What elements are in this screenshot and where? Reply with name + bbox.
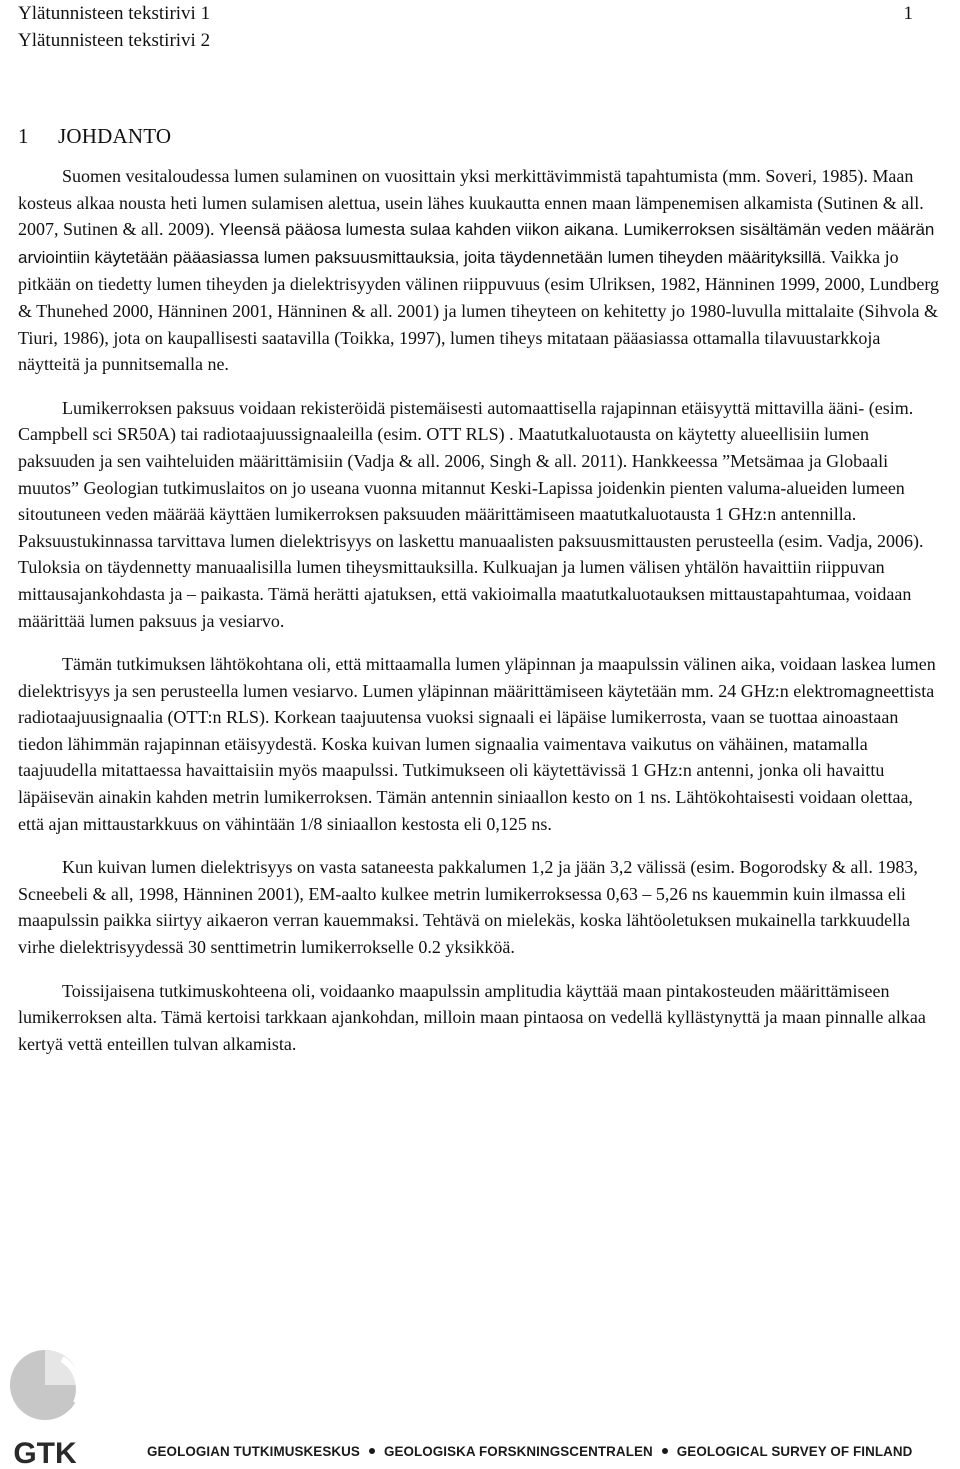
bullet-icon xyxy=(662,1448,668,1454)
document-body xyxy=(18,163,943,1057)
bullet-icon xyxy=(369,1448,375,1454)
footer-org-sv: GEOLOGISKA FORSKNINGSCENTRALEN xyxy=(383,1444,653,1459)
paragraph-4: Kun kuivan lumen dielektrisyys on vasta sataneesta pakkalumen 1,2 ja jään 3,2 välissä (esim. Bogorodsky & all. 1983, Scneebeli & all, 1998, Hänninen 2001), EM-aalto kulkee metrin lumikerroksessa 0,63 – 5,26 ns kauemmin kuin ilmassa eli maapulssin paikka siirtyy aikaeron verran kauemmaksi. Tehtävä on mielekäs, koska lähtöoletuksen mukainella tarkkuudella virhe dielektrisyydessä 30 senttimetrin lumikerrokselle 0.2 yksikköä. xyxy=(18,857,918,958)
header-line-2: Ylätunnisteen tekstirivi 2 xyxy=(18,30,211,51)
section-title: JOHDANTO xyxy=(58,124,172,148)
paragraph-1-part-a: Suomen vesitaloudessa lumen sulaminen on vuosittain yksi merkittävimmistä tapahtumista (mm. Soveri, 1985). Maan kosteus alkaa nousta heti lumen sulamisen alettua, usein lähes kuukautta ennen maan lämpenemisen alkamista (Sutinen & all. 2007, Sutinen & all. 2009). xyxy=(18,166,924,240)
paragraph-1 xyxy=(18,163,943,378)
paragraph-5: Toissijaisena tutkimuskohteena oli, voidaanko maapulssin amplitudia käyttää maan pintakosteuden määrittämiseen lumikerroksen alta. Tämä kertoisi tarkkaan ajankohdan, milloin maan pintaosa on vedellä kyllästynyttä ja maan pinnalle alkaa kertyä vettä enteillen tulvan alkamista. xyxy=(18,980,926,1054)
footer-org-fi: GEOLOGIAN TUTKIMUSKESKUS xyxy=(147,1444,360,1459)
page-footer xyxy=(0,1340,960,1469)
paragraph-1-part-d: 2001) ja lumen tiheyteen on kehitetty jo 1980-luvulla mittalaite (Sihvola & Tiuri, 1986), jota on kaupallisesti saatavilla (Toikka, 1997), lumen tiheys mitataan pääasiassa ottamalla tilavuustarkkoja näytteitä ja punnitsemalla ne. xyxy=(18,300,938,375)
section-number: 1 xyxy=(18,124,29,148)
paragraph-2: Lumikerroksen paksuus voidaan rekisteröidä pistemäisesti automaattisella rajapinnan etäisyyttä mittavilla ääni- (esim. Campbell sci SR50A) tai radiotaajuussignaaleilla (esim. OTT RLS) . Maatutkaluotausta on käytetty alueellisiin lumen paksuuden ja sen vaihteluiden määrittämisiin (Vadja & all. 2006, Singh & all. 2011). Hankkeessa ”Metsämaa ja Globaali muutos” Geologian tutkimuslaitos on jo useana vuonna mitannut Keski-Lapissa joidenkin pienten valuma-alueiden lumeen sitoutuneen veden määrää käyttäen lumikerroksen paksuuden määrittämiseen maatutkaluotausta 1 GHz:n antennilla. Paksuustukinnassa tarvittava lumen dielektrisyys on laskettu manuaalisten paksuusmittausten perusteella (esim. Vadja, 2006). Tuloksia on täydennetty manuaalisilla lumen tiheysmittauksilla. Kulkuajan ja lumen välisen yhtälön havaittiin riippuvan mittausajankohdasta ja – paikasta. Tämä herätti ajatuksen, että vakioimalla maatutkaluotauksen mittaustapahtumaa, voidaan määrittää lumen paksuus ja vesiarvo. xyxy=(18,397,924,631)
footer-organization xyxy=(147,1444,927,1459)
paragraph-3: Tämän tutkimuksen lähtökohtana oli, että mittaamalla lumen yläpinnan ja maapulssin välinen aika, voidaan laskea lumen dielektrisyys ja sen perusteella lumen vesiarvo. Lumen yläpinnan määrittämiseen käytetään mm. 24 GHz:n elektromagneettista radiotaajuusignaalia (OTT:n RLS). Korkean taajuutensa vuoksi signaali ei läpäise lumikerrosta, vaan se tuottaa ainoastaan tiedon lähimmän rajapinnan etäisyydestä. Koska kuivan lumen signaalia vaimentava vaikutus on vähäinen, matamalla taajuudella mitattaessa havaittaisiin myös maapulssi. Tutkimukseen oli käytettävissä 1 GHz:n antenni, jonka oli havaittu läpäisevän ainakin kahden metrin lumikerroksen. Tämän antennin siniaallon kesto on 1 ns. Lähtökohtaisesti voidaan olettaa, että ajan mittaustarkkuus on vähintään 1/8 siniaallon kestosta eli 0,125 ns. xyxy=(18,654,936,834)
paragraph-1-part-b: Yleensä pääosa lumesta sulaa kahden viikon aikana. Lumikerroksen sisältämän veden määrän arviointiin käytetään pääasiassa lumen paksuusmittauksia, joita täydennetään lumen tiheyden määrityksillä. xyxy=(18,220,935,267)
footer-org-en: GEOLOGICAL SURVEY OF FINLAND xyxy=(676,1444,913,1459)
header-line-1: Ylätunnisteen tekstirivi 1 xyxy=(18,3,211,24)
gtk-logo-icon xyxy=(0,1345,90,1469)
section-heading xyxy=(18,124,171,149)
logo-text: GTK xyxy=(13,1437,77,1469)
page-header xyxy=(18,0,913,54)
page-number: 1 xyxy=(903,3,913,24)
paragraph-1-part-c: Vaikka jo pitkään on tiedetty lumen tiheyden ja dielektrisyyden välinen riippuvuus (esim Ulriksen, 1982, Hänninen 1999, 2000, Lundberg & Thunehed 2000, Hänninen 2001, Hänninen & all. xyxy=(18,246,939,321)
